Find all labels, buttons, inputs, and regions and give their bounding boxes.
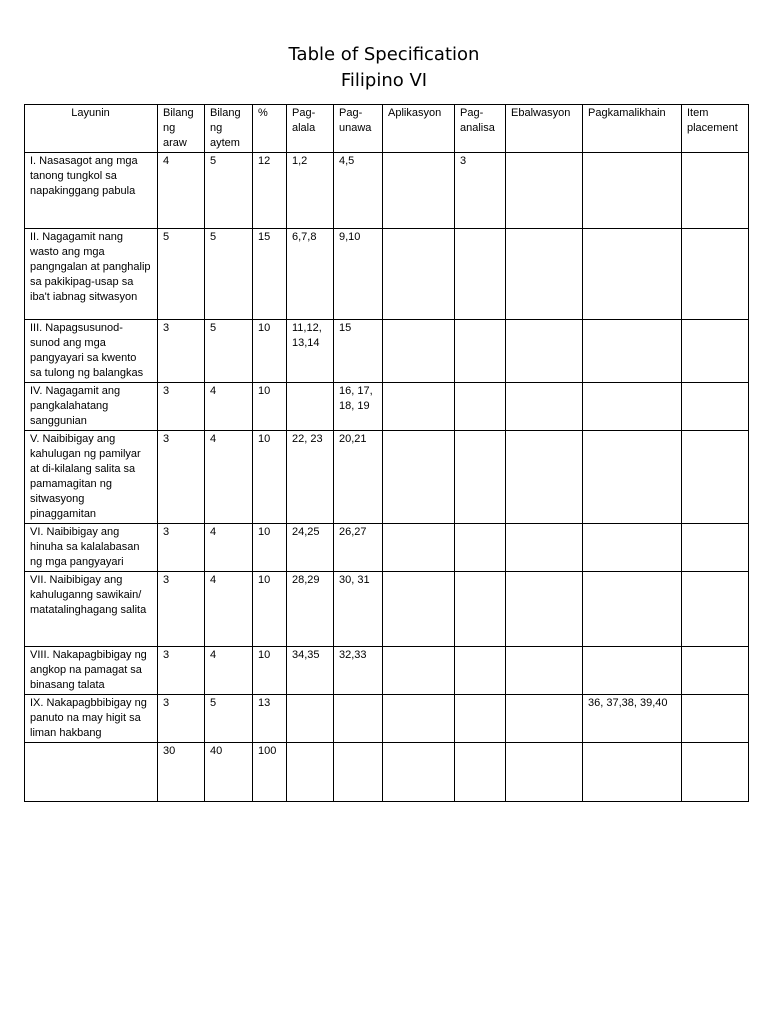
cell-pagkamalikhain	[583, 383, 682, 431]
cell-bilang-ng-aytem: 4	[205, 431, 253, 524]
cell-layunin: I. Nasasagot ang mga tanong tungkol sa napakinggang pabula	[25, 153, 158, 229]
table-row	[25, 229, 749, 320]
cell-percent: 10	[253, 383, 287, 431]
header-bilang-ng-aytem: Bilang ng aytem	[205, 105, 253, 153]
header-bilang-ng-araw: Bilang ng araw	[158, 105, 205, 153]
cell-layunin: IV. Nagagamit ang pangkalahatang sanggunian	[25, 383, 158, 431]
cell-bilang-ng-aytem: 5	[205, 229, 253, 320]
cell-aplikasyon	[383, 383, 455, 431]
cell-aplikasyon	[383, 431, 455, 524]
header-layunin: Layunin	[25, 105, 158, 153]
header-pag-alala: Pag-alala	[287, 105, 334, 153]
table-row	[25, 695, 749, 743]
cell-pagkamalikhain	[583, 524, 682, 572]
cell-ebalwasyon	[506, 743, 583, 802]
cell-bilang-ng-araw: 3	[158, 572, 205, 647]
cell-pag-alala: 6,7,8	[287, 229, 334, 320]
cell-pagkamalikhain	[583, 153, 682, 229]
cell-ebalwasyon	[506, 695, 583, 743]
cell-layunin: VIII. Nakapagbibigay ng angkop na pamagat sa binasang talata	[25, 647, 158, 695]
cell-percent: 10	[253, 647, 287, 695]
cell-bilang-ng-aytem: 5	[205, 320, 253, 383]
cell-pag-alala	[287, 695, 334, 743]
cell-percent: 15	[253, 229, 287, 320]
header-ebalwasyon: Ebalwasyon	[506, 105, 583, 153]
cell-pag-alala: 1,2	[287, 153, 334, 229]
cell-layunin: VII. Naibibigay ang kahuluganng sawikain/ matatalinghagang salita	[25, 572, 158, 647]
cell-percent: 10	[253, 320, 287, 383]
cell-layunin	[25, 743, 158, 802]
cell-pag-unawa	[334, 743, 383, 802]
cell-pag-analisa	[455, 572, 506, 647]
cell-pag-unawa: 9,10	[334, 229, 383, 320]
cell-bilang-ng-araw: 5	[158, 229, 205, 320]
cell-pag-alala: 11,12, 13,14	[287, 320, 334, 383]
cell-pag-unawa: 30, 31	[334, 572, 383, 647]
header-item-placement: Item placement	[682, 105, 749, 153]
cell-pag-analisa	[455, 695, 506, 743]
cell-pagkamalikhain	[583, 431, 682, 524]
cell-item-placement	[682, 431, 749, 524]
cell-pagkamalikhain	[583, 647, 682, 695]
cell-pag-analisa	[455, 229, 506, 320]
cell-ebalwasyon	[506, 524, 583, 572]
cell-layunin: V. Naibibigay ang kahulugan ng pamilyar at di-kilalang salita sa pamamagitan ng sitwasyong pinaggamitan	[25, 431, 158, 524]
cell-aplikasyon	[383, 320, 455, 383]
cell-percent: 10	[253, 431, 287, 524]
table-total-row	[25, 743, 749, 802]
cell-pag-unawa: 15	[334, 320, 383, 383]
specification-table	[24, 104, 749, 802]
table-row	[25, 320, 749, 383]
cell-ebalwasyon	[506, 153, 583, 229]
cell-item-placement	[682, 743, 749, 802]
cell-bilang-ng-aytem: 5	[205, 695, 253, 743]
cell-pag-analisa	[455, 320, 506, 383]
cell-ebalwasyon	[506, 647, 583, 695]
cell-bilang-ng-araw: 4	[158, 153, 205, 229]
cell-layunin: III. Napagsusunod-sunod ang mga pangyayari sa kwento sa tulong ng balangkas	[25, 320, 158, 383]
cell-pagkamalikhain	[583, 229, 682, 320]
cell-aplikasyon	[383, 229, 455, 320]
cell-layunin: II. Nagagamit nang wasto ang mga pangngalan at panghalip sa pakikipag-usap sa iba't iabnag sitwasyon	[25, 229, 158, 320]
document-subtitle: Filipino VI	[340, 70, 428, 91]
cell-bilang-ng-aytem: 4	[205, 647, 253, 695]
cell-pag-analisa	[455, 647, 506, 695]
cell-pag-alala: 34,35	[287, 647, 334, 695]
cell-pagkamalikhain	[583, 320, 682, 383]
cell-aplikasyon	[383, 524, 455, 572]
cell-pagkamalikhain: 36, 37,38, 39,40	[583, 695, 682, 743]
cell-ebalwasyon	[506, 431, 583, 524]
header-pag-analisa: Pag-analisa	[455, 105, 506, 153]
cell-pag-alala: 24,25	[287, 524, 334, 572]
cell-ebalwasyon	[506, 320, 583, 383]
cell-aplikasyon	[383, 695, 455, 743]
cell-bilang-ng-araw: 3	[158, 383, 205, 431]
cell-pag-unawa	[334, 695, 383, 743]
cell-item-placement	[682, 229, 749, 320]
table-row	[25, 431, 749, 524]
cell-item-placement	[682, 572, 749, 647]
table-row	[25, 383, 749, 431]
header-pagkamalikhain: Pagkamalikhain	[583, 105, 682, 153]
cell-pag-unawa: 4,5	[334, 153, 383, 229]
document-title: Table of Specification	[288, 44, 480, 65]
cell-aplikasyon	[383, 743, 455, 802]
cell-pag-analisa: 3	[455, 153, 506, 229]
cell-pagkamalikhain	[583, 572, 682, 647]
cell-aplikasyon	[383, 572, 455, 647]
cell-layunin: IX. Nakapagbbibigay ng panuto na may higit sa liman hakbang	[25, 695, 158, 743]
cell-bilang-ng-aytem: 4	[205, 383, 253, 431]
cell-total-percent: 100	[253, 743, 287, 802]
cell-item-placement	[682, 647, 749, 695]
cell-item-placement	[682, 695, 749, 743]
cell-pag-analisa	[455, 383, 506, 431]
cell-pag-alala: 22, 23	[287, 431, 334, 524]
cell-percent: 12	[253, 153, 287, 229]
cell-pag-analisa	[455, 431, 506, 524]
cell-bilang-ng-aytem: 4	[205, 524, 253, 572]
table-row	[25, 524, 749, 572]
cell-bilang-ng-araw: 3	[158, 524, 205, 572]
cell-layunin: VI. Naibibigay ang hinuha sa kalalabasan ng mga pangyayari	[25, 524, 158, 572]
cell-bilang-ng-araw: 3	[158, 647, 205, 695]
cell-pag-unawa: 20,21	[334, 431, 383, 524]
cell-bilang-ng-araw: 3	[158, 695, 205, 743]
cell-item-placement	[682, 320, 749, 383]
cell-pag-alala	[287, 743, 334, 802]
cell-item-placement	[682, 153, 749, 229]
cell-item-placement	[682, 524, 749, 572]
cell-aplikasyon	[383, 153, 455, 229]
cell-percent: 13	[253, 695, 287, 743]
cell-pag-unawa: 32,33	[334, 647, 383, 695]
table-row	[25, 572, 749, 647]
cell-bilang-ng-araw: 3	[158, 320, 205, 383]
cell-pag-unawa: 16, 17, 18, 19	[334, 383, 383, 431]
cell-ebalwasyon	[506, 572, 583, 647]
cell-total-bilang-ng-aytem: 40	[205, 743, 253, 802]
cell-ebalwasyon	[506, 229, 583, 320]
cell-item-placement	[682, 383, 749, 431]
table-row	[25, 153, 749, 229]
table-row	[25, 647, 749, 695]
cell-percent: 10	[253, 572, 287, 647]
cell-bilang-ng-araw: 3	[158, 431, 205, 524]
cell-ebalwasyon	[506, 383, 583, 431]
cell-pag-unawa: 26,27	[334, 524, 383, 572]
cell-bilang-ng-aytem: 5	[205, 153, 253, 229]
document-title-block	[0, 42, 768, 94]
header-pag-unawa: Pag-unawa	[334, 105, 383, 153]
cell-pag-alala	[287, 383, 334, 431]
header-percent: %	[253, 105, 287, 153]
cell-bilang-ng-aytem: 4	[205, 572, 253, 647]
cell-pag-alala: 28,29	[287, 572, 334, 647]
table-header-row	[25, 105, 749, 153]
cell-pag-analisa	[455, 743, 506, 802]
cell-percent: 10	[253, 524, 287, 572]
header-aplikasyon: Aplikasyon	[383, 105, 455, 153]
cell-aplikasyon	[383, 647, 455, 695]
cell-pagkamalikhain	[583, 743, 682, 802]
cell-pag-analisa	[455, 524, 506, 572]
cell-total-bilang-ng-araw: 30	[158, 743, 205, 802]
